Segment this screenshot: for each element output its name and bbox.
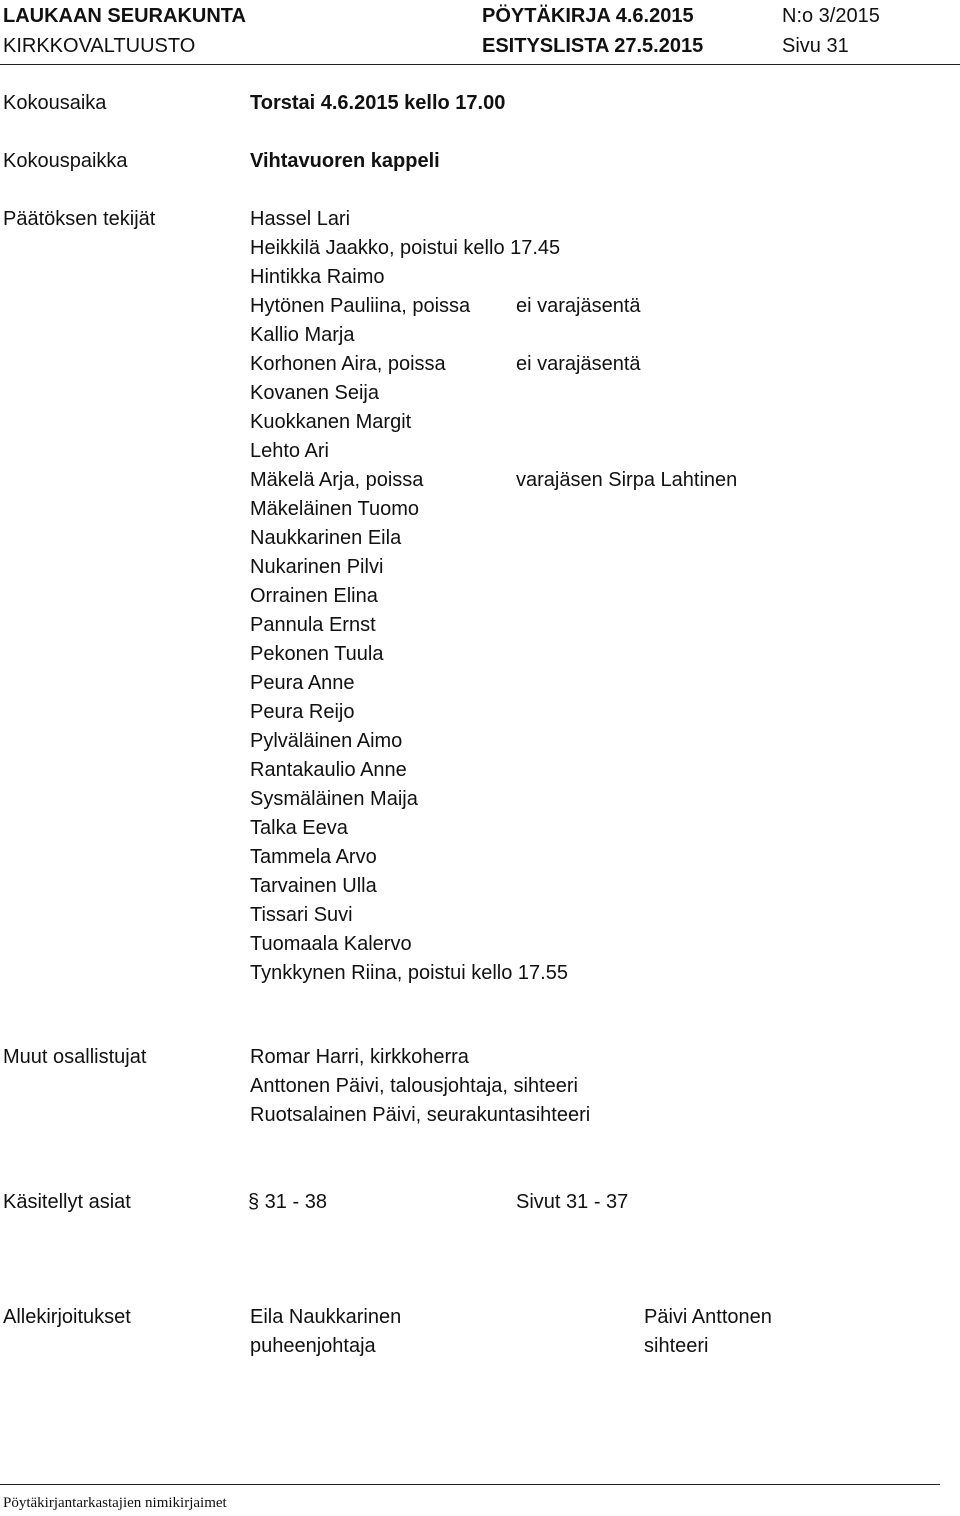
- member-name: Naukkarinen Eila: [250, 527, 402, 549]
- meeting-time-label: Kokousaika: [3, 92, 107, 114]
- other-participant-3: Ruotsalainen Päivi, seurakuntasihteeri: [250, 1104, 591, 1126]
- member-name: Tarvainen Ulla: [250, 875, 377, 897]
- member-name: Hintikka Raimo: [250, 266, 385, 288]
- member-name: Sysmäläinen Maija: [250, 788, 418, 810]
- agenda-title: ESITYSLISTA 27.5.2015: [482, 35, 704, 57]
- member-substitute-note: ei varajäsentä: [516, 295, 641, 317]
- meeting-place-label: Kokouspaikka: [3, 150, 128, 172]
- chair-role: puheenjohtaja: [250, 1335, 376, 1357]
- member-name: Rantakaulio Anne: [250, 759, 407, 781]
- minutes-title: PÖYTÄKIRJA 4.6.2015: [482, 5, 694, 27]
- member-name: Talka Eeva: [250, 817, 348, 839]
- member-name: Mäkelä Arja, poissa: [250, 469, 424, 491]
- member-name: Kallio Marja: [250, 324, 355, 346]
- member-name: Tuomaala Kalervo: [250, 933, 412, 955]
- page-number: Sivu 31: [782, 35, 849, 57]
- decision-makers-label: Päätöksen tekijät: [3, 208, 156, 230]
- handled-sections: § 31 - 38: [248, 1191, 327, 1213]
- secretary-role: sihteeri: [644, 1335, 709, 1357]
- member-name: Hytönen Pauliina, poissa: [250, 295, 471, 317]
- other-participant-1: Romar Harri, kirkkoherra: [250, 1046, 469, 1068]
- member-name: Pannula Ernst: [250, 614, 376, 636]
- member-name: Peura Anne: [250, 672, 355, 694]
- header-divider: [0, 64, 960, 65]
- member-name: Korhonen Aira, poissa: [250, 353, 446, 375]
- member-name: Peura Reijo: [250, 701, 355, 723]
- member-name: Lehto Ari: [250, 440, 329, 462]
- meeting-place-value: Vihtavuoren kappeli: [250, 150, 440, 172]
- meeting-time-value: Torstai 4.6.2015 kello 17.00: [250, 92, 506, 114]
- member-name: Kovanen Seija: [250, 382, 379, 404]
- handled-matters-label: Käsitellyt asiat: [3, 1191, 131, 1213]
- footer-text: Pöytäkirjantarkastajien nimikirjaimet: [3, 1495, 227, 1511]
- member-name: Tissari Suvi: [250, 904, 353, 926]
- chair-name: Eila Naukkarinen: [250, 1306, 402, 1328]
- member-name: Pylväläinen Aimo: [250, 730, 403, 752]
- member-substitute-note: ei varajäsentä: [516, 353, 641, 375]
- member-name: Tammela Arvo: [250, 846, 377, 868]
- footer-divider: [0, 1484, 940, 1485]
- other-participant-2: Anttonen Päivi, talousjohtaja, sihteeri: [250, 1075, 578, 1097]
- member-name: Mäkeläinen Tuomo: [250, 498, 419, 520]
- org-name: LAUKAAN SEURAKUNTA: [3, 5, 246, 27]
- body-name: KIRKKOVALTUUSTO: [3, 35, 196, 57]
- secretary-name: Päivi Anttonen: [644, 1306, 772, 1328]
- signatures-label: Allekirjoitukset: [3, 1306, 131, 1328]
- member-name: Tynkkynen Riina, poistui kello 17.55: [250, 962, 568, 984]
- member-name: Orrainen Elina: [250, 585, 378, 607]
- member-name: Nukarinen Pilvi: [250, 556, 384, 578]
- handled-pages: Sivut 31 - 37: [516, 1191, 629, 1213]
- document-number: N:o 3/2015: [782, 5, 880, 27]
- member-substitute-note: varajäsen Sirpa Lahtinen: [516, 469, 738, 491]
- member-name: Kuokkanen Margit: [250, 411, 412, 433]
- member-name: Heikkilä Jaakko, poistui kello 17.45: [250, 237, 561, 259]
- other-participants-label: Muut osallistujat: [3, 1046, 147, 1068]
- member-name: Pekonen Tuula: [250, 643, 384, 665]
- member-name: Hassel Lari: [250, 208, 351, 230]
